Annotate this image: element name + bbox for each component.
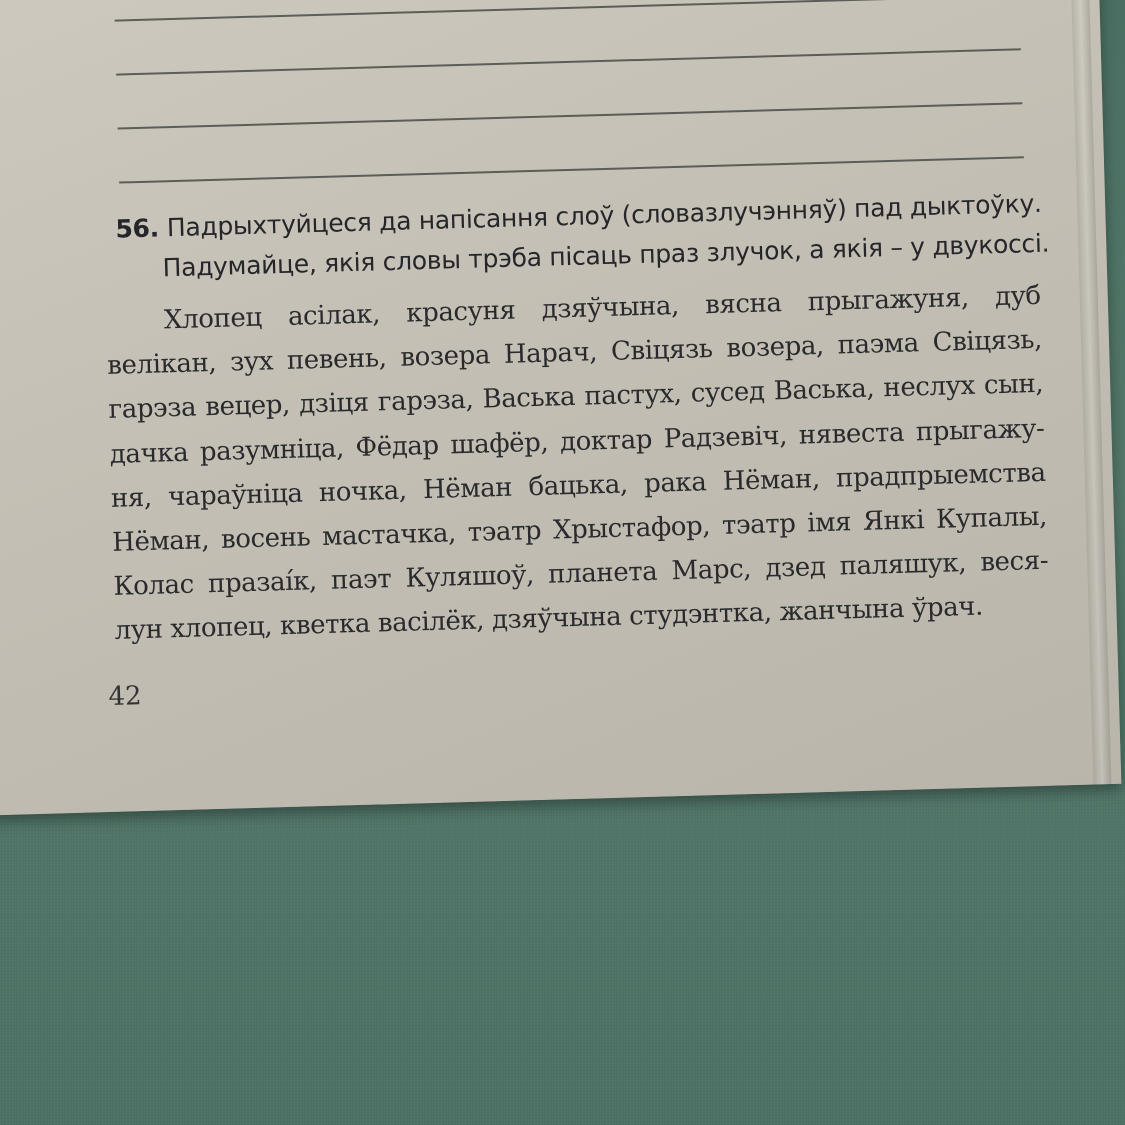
exercise-heading <box>115 184 1050 290</box>
text-line: дачка разумніца, Фёдар шафёр, доктар Радзевіч, нявеста прыгажу- <box>109 413 1045 470</box>
text-line: Нёман, восень мастачка, тэатр Хрыстафор, тэатр імя Янкі Купалы, <box>111 501 1048 558</box>
text-line: Колас празаíк, паэт Куляшоў, планета Марс, дзед паляшук, веся- <box>113 545 1049 603</box>
text-line: велікан, зух певень, возера Нарач, Свіцязь возера, паэма Свіцязь, <box>106 325 1043 382</box>
page-edge <box>1070 0 1111 785</box>
green-tablecloth <box>0 780 1125 1125</box>
writing-line <box>116 48 1021 75</box>
writing-line <box>118 102 1023 129</box>
exercise-instruction-1: Падрыхтуйцеся да напісання слоў (словазлучэнняў) пад дыктоўку. <box>166 188 1042 243</box>
exercise-line-2: Падумайце, якія словы трэба пісаць праз злучок, а якія – у двукоссі. <box>162 228 1050 283</box>
writing-line <box>115 0 1020 22</box>
writing-line <box>119 156 1024 183</box>
text-line: Хлопец асілак, красуня дзяўчына, вясна прыгажуня, дуб <box>163 280 1042 336</box>
exercise-number: 56. <box>115 213 160 244</box>
text-line: гарэза вецер, дзіця гарэза, Васька пастух, сусед Васька, неслух сын, <box>108 369 1044 426</box>
exercise-text <box>105 274 1050 654</box>
page-number: 42 <box>108 681 143 713</box>
text-line: ня, чараўніца ночка, Нёман бацька, рака Нёман, прадпрыемства <box>110 457 1047 514</box>
text-line: лун хлопец, кветка васілёк, дзяўчына студэнтка, жанчына ўрач. <box>114 592 984 647</box>
